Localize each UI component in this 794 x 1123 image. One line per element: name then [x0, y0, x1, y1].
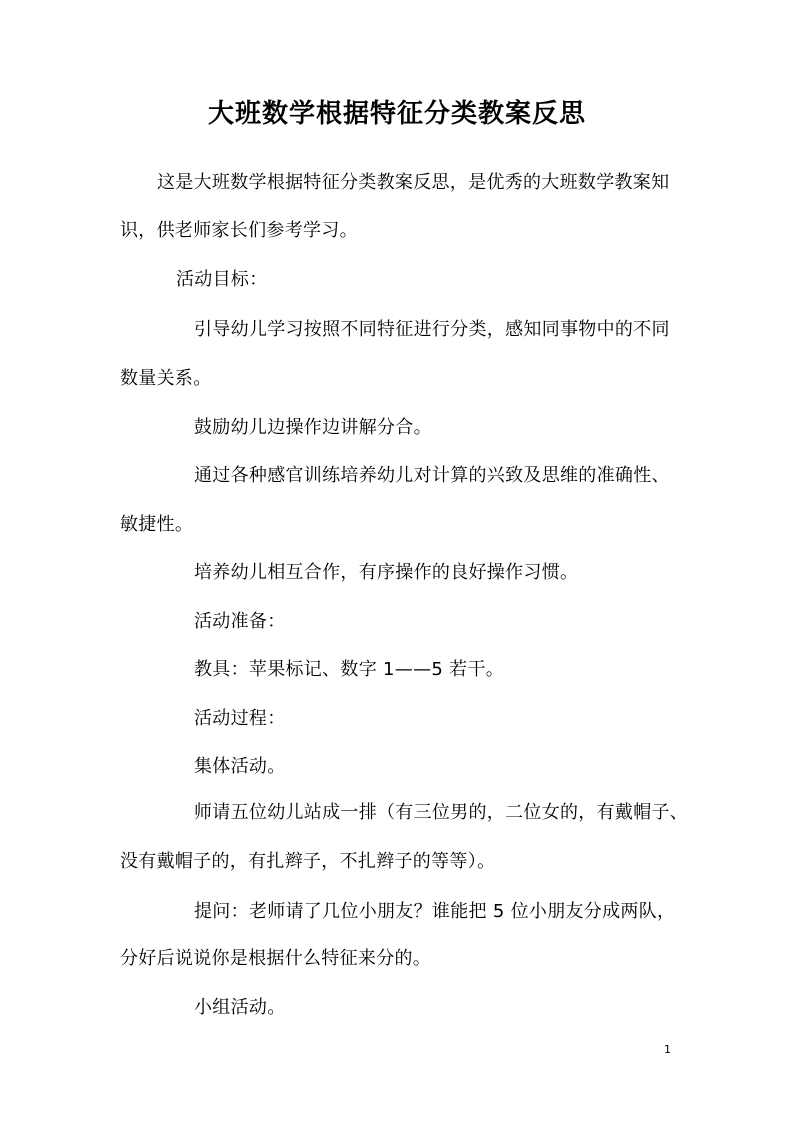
paragraph-line: 引导幼儿学习按照不同特征进行分类，感知同事物中的不同: [194, 319, 670, 340]
document-title: 大班数学根据特征分类教案反思: [207, 99, 586, 129]
paragraph-line: 没有戴帽子的，有扎辫子，不扎辫子的等等）。: [120, 851, 496, 872]
paragraph-line: 分好后说说你是根据什么特征来分的。: [120, 948, 432, 969]
paragraph-line: 小组活动。: [194, 997, 286, 1018]
paragraph-line: 培养幼儿相互合作，有序操作的良好操作习惯。: [194, 562, 579, 583]
paragraph-line: 敏捷性。: [120, 514, 194, 535]
section-heading: 活动准备：: [194, 611, 286, 632]
paragraph-line: 这是大班数学根据特征分类教案反思，是优秀的大班数学教案知: [157, 172, 670, 193]
paragraph-line: 教具：苹果标记、数字 1——5 若干。: [194, 659, 505, 680]
paragraph-line: 鼓励幼儿边操作边讲解分合。: [194, 417, 432, 438]
section-heading: 活动目标：: [176, 269, 268, 290]
paragraph-line: 集体活动。: [194, 756, 286, 777]
paragraph-line: 识，供老师家长们参考学习。: [120, 220, 358, 241]
paragraph-line: 提问：老师请了几位小朋友？谁能把 5 位小朋友分成两队，: [194, 901, 676, 922]
section-heading: 活动过程：: [194, 708, 286, 729]
paragraph-line: 师请五位幼儿站成一排（有三位男的，二位女的，有戴帽子、: [194, 802, 689, 823]
page-number: 1: [664, 1043, 671, 1056]
paragraph-line: 通过各种感官训练培养幼儿对计算的兴致及思维的准确性、: [194, 465, 670, 486]
paragraph-line: 数量关系。: [120, 368, 212, 389]
